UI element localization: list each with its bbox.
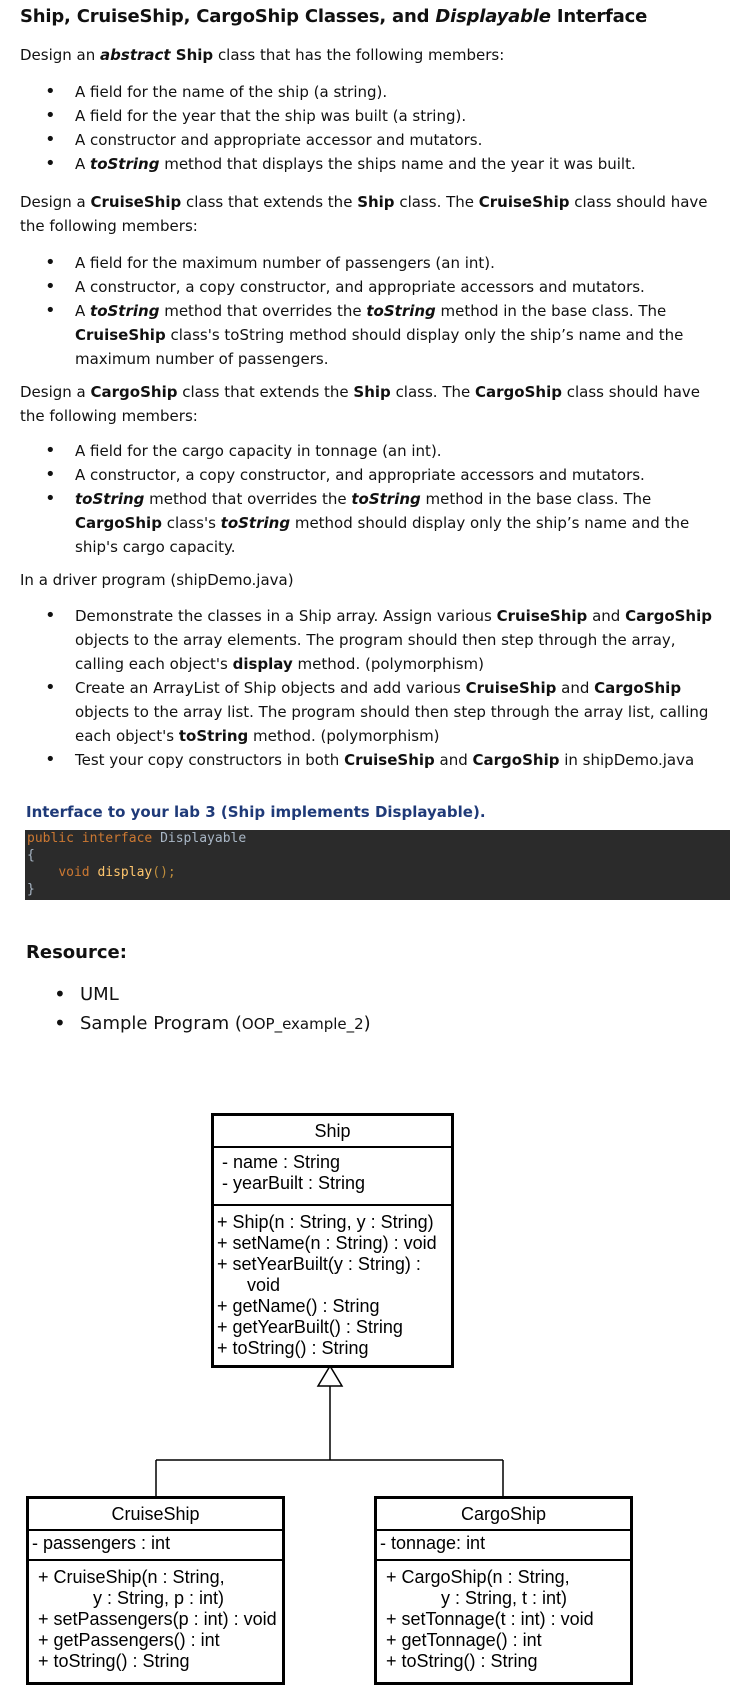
list-item: • Test your copy constructors in both CruiseShip and CargoShip in shipDemo.java: [20, 748, 720, 772]
code-line: public interface Displayable: [27, 831, 247, 846]
class-methods: [377, 1559, 630, 1678]
class-name: CruiseShip: [111, 1504, 200, 1524]
code-line: }: [27, 882, 35, 897]
inheritance-arrow-icon: [318, 1366, 342, 1386]
method: void: [217, 1275, 281, 1295]
field: - tonnage: int: [380, 1533, 486, 1553]
list-item: • A constructor, a copy constructor, and appropriate accessors and mutators.: [20, 463, 720, 487]
list-item: • toString method that overrides the toString method in the base class. The CargoShip class's toString method should display only the ship’s name and the ship's cargo capacity.: [20, 487, 720, 559]
list-item: • A toString method that displays the ships name and the year it was built.: [20, 152, 720, 176]
class-fields: [29, 1529, 282, 1559]
list-item: • A field for the year that the ship was built (a string).: [20, 104, 720, 128]
method: + setYearBuilt(y : String) :: [217, 1254, 421, 1274]
method: + setTonnage(t : int) : void: [386, 1609, 594, 1629]
method: y : String, p : int): [38, 1588, 225, 1608]
class-methods: [29, 1559, 282, 1678]
resource-uml: • UML: [26, 980, 371, 1009]
resource-sample-program: • Sample Program (OOP_example_2): [26, 1009, 371, 1039]
list-item: • A field for the cargo capacity in tonnage (an int).: [20, 439, 720, 463]
method: + getName() : String: [217, 1296, 380, 1316]
field: - yearBuilt : String: [222, 1173, 366, 1193]
method: y : String, t : int): [386, 1588, 568, 1608]
method: + CargoShip(n : String,: [386, 1567, 570, 1587]
method: + setName(n : String) : void: [217, 1233, 437, 1253]
code-line: void display();: [58, 865, 176, 880]
method: + Ship(n : String, y : String): [217, 1212, 434, 1232]
ship-intro: Design an abstract Ship class that has the following members:: [20, 46, 505, 64]
uml-class-cargoship: [374, 1496, 633, 1685]
cruise-intro: Design a CruiseShip class that extends the Ship class. The CruiseShip class should have the following members:: [20, 193, 708, 235]
interface-heading: Interface to your lab 3 (Ship implements Displayable).: [26, 803, 486, 821]
uml-class-cruiseship: [26, 1496, 285, 1685]
class-fields: [377, 1529, 630, 1559]
driver-intro: In a driver program (shipDemo.java): [20, 571, 294, 589]
class-name: Ship: [314, 1121, 351, 1141]
cargo-intro: Design a CargoShip class that extends the Ship class. The CargoShip class should have the following members:: [20, 383, 700, 425]
class-fields: [214, 1146, 451, 1204]
resource-heading: Resource:: [26, 942, 127, 963]
field: - name : String: [222, 1152, 341, 1172]
class-name: CargoShip: [460, 1504, 547, 1524]
page-title: Ship, CruiseShip, CargoShip Classes, and Displayable Interface: [20, 6, 648, 27]
list-item: • A field for the name of the ship (a string).: [20, 80, 720, 104]
method: + getPassengers() : int: [38, 1630, 220, 1650]
list-item: • A constructor and appropriate accessor and mutators.: [20, 128, 720, 152]
method: + getYearBuilt() : String: [217, 1317, 403, 1337]
list-item: • A constructor, a copy constructor, and appropriate accessors and mutators.: [20, 275, 720, 299]
list-item: • A field for the maximum number of passengers (an int).: [20, 251, 720, 275]
class-methods: [214, 1204, 451, 1365]
method: + toString() : String: [38, 1651, 190, 1671]
uml-class-ship: [211, 1113, 454, 1368]
method: + toString() : String: [217, 1338, 369, 1358]
list-item: • A toString method that overrides the toString method in the base class. The CruiseShip class's toString method should display only the ship’s name and the maximum number of passengers.: [20, 299, 720, 371]
list-item: • Create an ArrayList of Ship objects and add various CruiseShip and CargoShip objects to the array list. The program should then step through the array list, calling each object's toString method. (polymorphism): [20, 676, 720, 748]
method: + getTonnage() : int: [386, 1630, 542, 1650]
method: + setPassengers(p : int) : void: [38, 1609, 277, 1629]
method: + toString() : String: [386, 1651, 538, 1671]
method: + CruiseShip(n : String,: [38, 1567, 225, 1587]
field: - passengers : int: [32, 1533, 171, 1553]
code-line: {: [27, 848, 35, 863]
list-item: • Demonstrate the classes in a Ship array. Assign various CruiseShip and CargoShip objects to the array elements. The program should then step through the array, calling each object's display method. (polymorphism): [20, 604, 720, 676]
